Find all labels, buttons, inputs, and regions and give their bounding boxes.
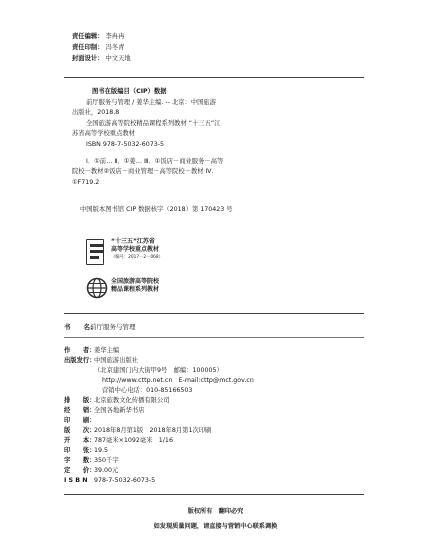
divider-mid bbox=[64, 337, 364, 338]
spec-label: 定 价： bbox=[64, 467, 96, 474]
spec-value: 全国各地新华书店 bbox=[94, 407, 145, 414]
spec-label: 作 者： bbox=[64, 347, 96, 354]
publication-specs bbox=[64, 346, 254, 486]
cip-line: 前厅服务与管理 / 姜华主编. -- 北京：中国旅游 bbox=[86, 98, 217, 106]
credit-value: 李冉冉 bbox=[105, 33, 125, 40]
spec-edition bbox=[64, 426, 254, 436]
cip-line: 苏省高等学校重点教材 bbox=[72, 130, 135, 138]
book-stack-icon bbox=[86, 239, 106, 265]
credit-value: 中文天地 bbox=[105, 55, 131, 62]
credit-printing-supervisor bbox=[72, 42, 131, 53]
credit-label: 封面设计： bbox=[72, 55, 104, 62]
divider-top bbox=[64, 77, 364, 78]
cip-title: 图书在版编目（CIP）数据 bbox=[92, 88, 167, 95]
spec-value: 350千字 bbox=[94, 457, 119, 464]
publisher-address: （北京建国门内大街甲9号 邮编：100005） bbox=[94, 367, 223, 374]
spec-value: 978-7-5032-6073-5 bbox=[94, 477, 156, 484]
spec-value: 39.00元 bbox=[94, 467, 119, 474]
spec-label: 版 次： bbox=[64, 427, 96, 434]
spec-label: 印 刷： bbox=[64, 417, 96, 424]
spec-value: 2018年8月第1版 2018年8月第1次印刷 bbox=[94, 427, 212, 434]
spec-label: 印 张： bbox=[64, 447, 96, 454]
cip-isbn: ISBN 978-7-5032-6073-5 bbox=[86, 140, 165, 148]
spec-label: I S B N bbox=[64, 477, 88, 484]
spec-value: 北京旅教文化传播有限公司 bbox=[94, 397, 170, 404]
logo2-line: 精品课程系列教材 bbox=[111, 286, 160, 293]
cip-number: 中国版本图书馆 CIP 数据核字（2018）第 170423 号 bbox=[80, 206, 233, 214]
spec-value: 姜华主编 bbox=[94, 347, 120, 354]
spec-distribution bbox=[64, 406, 254, 416]
spec-label: 出版发行： bbox=[64, 357, 96, 364]
spec-typesetting bbox=[64, 396, 254, 406]
spec-label: 排 版： bbox=[64, 397, 96, 404]
jiangsu-textbook-logo bbox=[86, 238, 186, 268]
publisher-phone: 营销中心电话：010-85166503 bbox=[102, 387, 193, 394]
spec-label: 字 数： bbox=[64, 457, 96, 464]
logo1-line: 高等学校重点教材 bbox=[111, 245, 160, 253]
book-title-label: 书 名： bbox=[64, 323, 97, 331]
divider-mid-top bbox=[64, 313, 364, 314]
logo1-line: “十三五”江苏省 bbox=[111, 238, 155, 245]
logo2-text bbox=[111, 278, 159, 294]
spec-author bbox=[64, 346, 254, 356]
spec-format bbox=[64, 436, 254, 446]
credits-block bbox=[72, 31, 131, 64]
tourism-series-logo bbox=[86, 276, 196, 300]
credit-value: 冯冬青 bbox=[105, 44, 125, 51]
spec-value: 787毫米×1092毫米 1/16 bbox=[94, 437, 173, 444]
cip-classification: Ⅰ．①前… Ⅱ．①姜… Ⅲ．①饭店－商业服务－高等 bbox=[86, 157, 224, 165]
cip-line: 出版社，2018.8 bbox=[72, 109, 120, 117]
spec-value: 中国旅游出版社 bbox=[94, 357, 139, 364]
globe-icon bbox=[86, 277, 108, 299]
logo1-text bbox=[111, 238, 163, 261]
spec-label: 开 本： bbox=[64, 437, 96, 444]
divider-bottom bbox=[64, 494, 364, 495]
credit-label: 责任编辑： bbox=[72, 33, 104, 40]
spec-isbn bbox=[64, 476, 254, 486]
book-title-value: 前厅服务与管理 bbox=[90, 323, 136, 331]
spec-price bbox=[64, 466, 254, 476]
spec-sheets bbox=[64, 446, 254, 456]
logo1-code: （编号：2017－2－068） bbox=[111, 254, 163, 260]
spec-label: 经 销： bbox=[64, 407, 96, 414]
spec-value: 19.5 bbox=[94, 447, 109, 454]
cip-line: 全国旅游高等院校精品课程系列教材 “十三五”江 bbox=[86, 119, 221, 127]
logo2-line: 全国旅游高等院校 bbox=[111, 278, 160, 285]
cip-classification: 院校－教材②饭店－商业管理－高等院校－教材 Ⅳ． bbox=[72, 168, 218, 176]
cip-classification: ①F719.2 bbox=[72, 178, 100, 186]
publisher-web: http://www.cttp.net.cn E-mail:cttp@mct.gov.cn bbox=[102, 377, 254, 384]
spec-printing bbox=[64, 416, 254, 426]
credit-editor bbox=[72, 31, 131, 42]
spec-words bbox=[64, 456, 254, 466]
book-title-row bbox=[64, 322, 136, 331]
quality-notice: 如发现质量问题，请直接与营销中心联系调换 bbox=[153, 523, 278, 530]
spec-publisher bbox=[64, 356, 254, 366]
credit-cover-design bbox=[72, 53, 131, 64]
credit-label: 责任印制： bbox=[72, 44, 104, 51]
copyright-notice: 版权所有 翻印必究 bbox=[187, 508, 244, 515]
cip-block bbox=[72, 87, 352, 216]
